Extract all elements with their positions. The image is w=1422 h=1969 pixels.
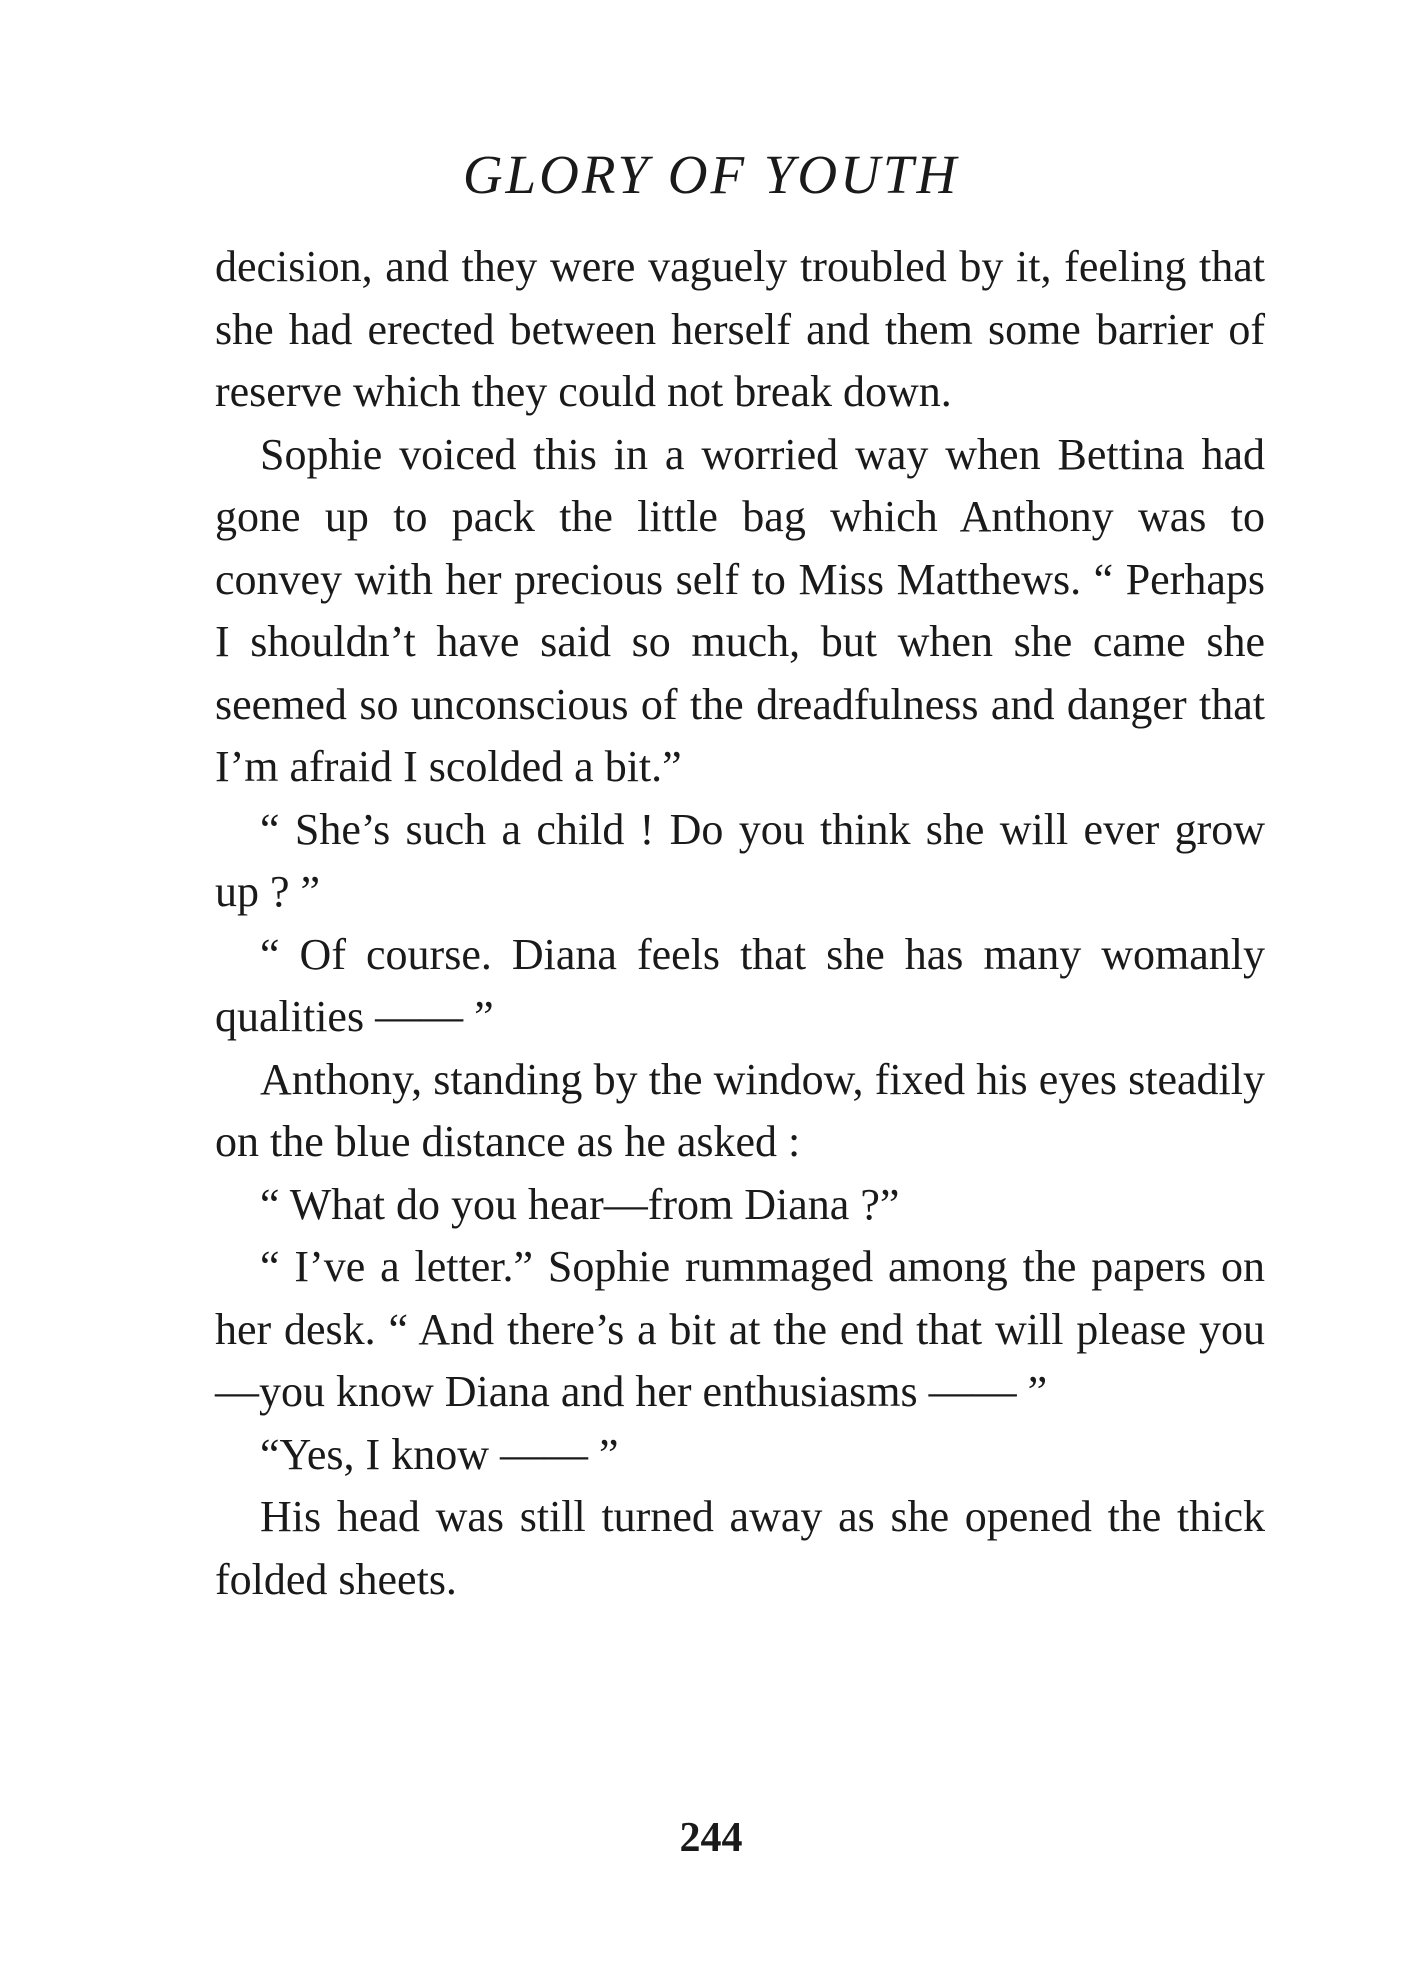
paragraph: “Yes, I know —— ” <box>260 1429 619 1479</box>
paragraph: Anthony, standing by the window, fixed his eyes steadily on the blue distance as he asked : <box>215 1054 1265 1166</box>
paragraph: His head was still turned away as she opened the thick folded sheets. <box>215 1492 1265 1604</box>
running-head: GLORY OF YOUTH <box>462 144 960 205</box>
page-number: 244 <box>679 1815 743 1861</box>
paragraph: Sophie voiced this in a worried way when Bettina had gone up to pack the little bag which Anthony was to convey with her precious self to Miss Matthews. “ Perhaps I shouldn’t have said so much, but when she came she seemed so unconscious of the dreadfulness and danger that I’m afraid I scolded a bit.” <box>215 429 1265 791</box>
paragraph-continuation: decision, and they were vaguely troubled by it, feeling that she had erected between herself and them some barrier of reserve which they could not break down. <box>215 242 1265 416</box>
body-text <box>215 236 1265 1611</box>
paragraph: “ She’s such a child ! Do you think she will ever grow up ? ” <box>215 804 1265 916</box>
paragraph: “ What do you hear—from Diana ?” <box>260 1179 900 1229</box>
paragraph: “ Of course. Diana feels that she has many womanly qualities —— ” <box>215 929 1265 1041</box>
paragraph: “ I’ve a letter.” Sophie rummaged among the papers on her desk. “ And there’s a bit at the end that will please you—you know Diana and her enthusiasms —— ” <box>215 1242 1265 1416</box>
